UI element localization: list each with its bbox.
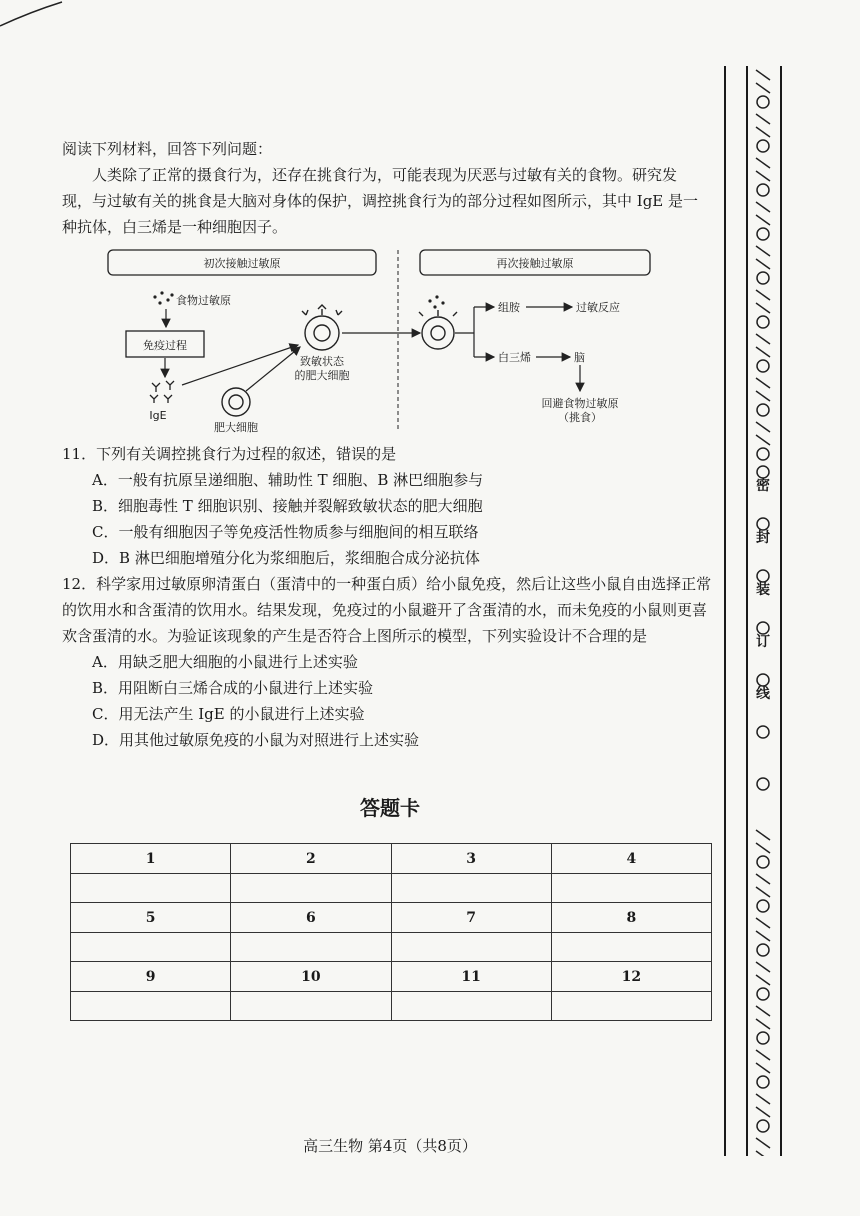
q12-option-a: A．用缺乏肥大细胞的小鼠进行上述实验 <box>92 653 358 671</box>
page-footer: 高三生物 第4页（共8页） <box>303 1137 477 1155</box>
answer-number-cell: 8 <box>551 903 711 933</box>
immune-process-label: 免疫过程 <box>143 339 187 352</box>
allergen-dots-icon <box>153 291 173 304</box>
brain-label: 脑 <box>574 351 585 364</box>
questions-section <box>62 441 712 753</box>
histamine-label: 组胺 <box>498 301 520 314</box>
q11-option-c: C．一般有细胞因子等免疫活性物质参与细胞间的相互联络 <box>92 523 479 541</box>
seal-char-feng: 封 <box>756 530 770 546</box>
answer-blank-cell[interactable] <box>551 933 711 962</box>
sensitized-label-1: 致敏状态 <box>300 355 344 368</box>
answer-blank-cell[interactable] <box>71 992 231 1021</box>
first-contact-label: 初次接触过敏原 <box>203 257 281 270</box>
answer-card-table <box>70 843 712 1021</box>
answer-blank-cell[interactable] <box>391 933 551 962</box>
answer-blank-cell[interactable] <box>231 933 391 962</box>
seal-char-xian: 线 <box>756 686 770 702</box>
allergen-dots-icon-2 <box>428 295 444 308</box>
mast-cell-label: 肥大细胞 <box>214 421 258 434</box>
seal-char-ding: 订 <box>756 634 770 650</box>
q11-option-a: A．一般有抗原呈递细胞、辅助性 T 细胞、B 淋巴细胞参与 <box>92 471 484 489</box>
answer-number-cell: 6 <box>231 903 391 933</box>
answer-blank-cell[interactable] <box>231 992 391 1021</box>
answer-number-cell: 1 <box>71 844 231 874</box>
q12-option-c: C．用无法产生 IgE 的小鼠进行上述实验 <box>92 705 365 723</box>
q11-option-d: D．B 淋巴细胞增殖分化为浆细胞后，浆细胞合成分泌抗体 <box>92 549 480 567</box>
q12-stem: 12．科学家用过敏原卵清蛋白（蛋清中的一种蛋白质）给小鼠免疫，然后让这些小鼠自由选择正常的饮用水和含蛋清的饮用水。结果发现，免疫过的小鼠避开了含蛋清的水，而未免疫的小鼠则更喜欢含蛋清的水。为验证该现象的产生是否符合上图所示的模型，下列实验设计不合理的是 <box>62 575 712 645</box>
picky-eating-diagram <box>90 245 690 440</box>
q12-option-d: D．用其他过敏原免疫的小鼠为对照进行上述实验 <box>92 731 420 749</box>
ige-antibody-icon <box>150 381 174 403</box>
leukotriene-label: 白三烯 <box>498 351 531 364</box>
answer-number-cell: 4 <box>551 844 711 874</box>
seal-characters <box>750 475 776 735</box>
sensitized-mast-cell-icon <box>302 305 342 350</box>
material-paragraph: 人类除了正常的摄食行为，还存在挑食行为，可能表现为厌恶与过敏有关的食物。研究发现，与过敏有关的挑食是大脑对身体的保护，调控挑食行为的部分过程如图所示，其中 IgE 是一种抗体，白三烯是一种细胞因子。 <box>62 166 699 236</box>
activated-mast-cell-icon <box>419 310 457 349</box>
answer-number-cell: 10 <box>231 962 391 992</box>
seal-char-mi: 密 <box>756 478 770 494</box>
answer-blank-cell[interactable] <box>71 933 231 962</box>
seal-char-zhuang: 装 <box>756 582 770 598</box>
corner-pen-mark <box>0 0 70 30</box>
ige-label: IgE <box>149 409 167 422</box>
allergic-reaction-label: 过敏反应 <box>576 301 620 314</box>
answer-number-cell: 5 <box>71 903 231 933</box>
material-heading: 阅读下列材料，回答下列问题： <box>62 140 273 158</box>
answer-blank-cell[interactable] <box>231 874 391 903</box>
answer-card-title: 答题卡 <box>360 796 420 820</box>
answer-number-cell: 12 <box>551 962 711 992</box>
answer-number-cell: 2 <box>231 844 391 874</box>
answer-number-cell: 9 <box>71 962 231 992</box>
avoid-label-1: 回避食物过敏原 <box>541 397 619 410</box>
answer-blank-cell[interactable] <box>551 874 711 903</box>
mast-cell-icon <box>222 388 250 416</box>
avoid-label-2: （挑食） <box>558 411 602 424</box>
answer-blank-cell[interactable] <box>391 992 551 1021</box>
sensitized-label-2: 的肥大细胞 <box>294 369 350 382</box>
q11-option-b: B．细胞毒性 T 细胞识别、接触并裂解致敏状态的肥大细胞 <box>92 497 483 515</box>
second-contact-label: 再次接触过敏原 <box>496 257 574 270</box>
answer-blank-cell[interactable] <box>391 874 551 903</box>
answer-number-cell: 11 <box>391 962 551 992</box>
answer-number-cell: 7 <box>391 903 551 933</box>
answer-number-cell: 3 <box>391 844 551 874</box>
q12-option-b: B．用阻断白三烯合成的小鼠进行上述实验 <box>92 679 374 697</box>
reading-material <box>62 136 702 240</box>
answer-blank-cell[interactable] <box>551 992 711 1021</box>
food-allergen-label: 食物过敏原 <box>176 294 231 307</box>
q11-stem: 11．下列有关调控挑食行为过程的叙述，错误的是 <box>62 445 397 463</box>
answer-blank-cell[interactable] <box>71 874 231 903</box>
